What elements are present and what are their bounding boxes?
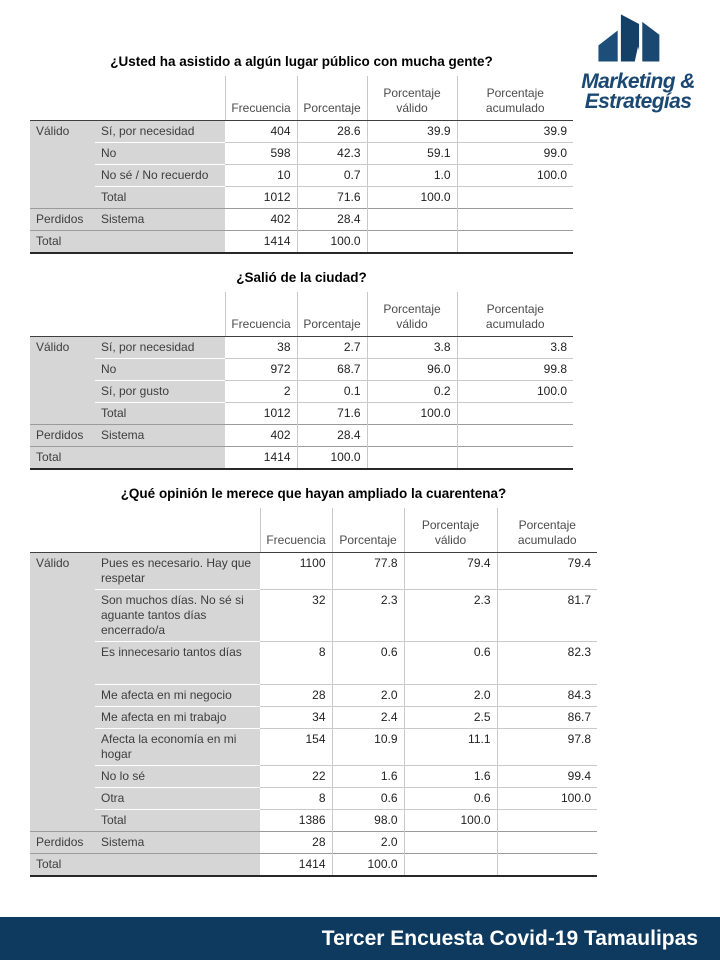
missing-row <box>30 209 573 231</box>
column-header: Porcentaje acumulado <box>457 292 573 337</box>
table-cell: 11.1 <box>404 729 497 766</box>
table-cell: 2.0 <box>332 685 404 707</box>
category-label: Sí, por gusto <box>95 381 225 403</box>
header-spacer <box>30 292 225 337</box>
grand-total-row <box>30 854 597 877</box>
table-cell: 404 <box>270 124 291 138</box>
table-cell <box>367 447 457 470</box>
table-cell: 28.6 <box>297 121 367 143</box>
table-cell: 100.0 <box>297 447 367 470</box>
column-header: Frecuencia <box>225 292 297 337</box>
logo-line-2: Estrategías <box>584 90 692 113</box>
category-label: Total <box>95 403 225 425</box>
row-group-label: Perdidos <box>30 832 95 854</box>
grand-total-row <box>30 447 573 470</box>
table-row <box>30 359 573 381</box>
table-cell: 32 <box>260 590 332 642</box>
category-label: No <box>95 359 225 381</box>
table-row <box>30 187 573 209</box>
column-header: Porcentaje <box>297 76 367 121</box>
table-cell: 22 <box>260 766 332 788</box>
category-label: Total <box>95 810 260 832</box>
table-cell: 98.0 <box>332 810 404 832</box>
table-row <box>30 766 597 788</box>
column-header: Porcentaje acumulado <box>497 508 597 553</box>
table-cell: 38 <box>277 340 291 354</box>
table-cell: 0.7 <box>297 165 367 187</box>
table-title: ¿Usted ha asistido a algún lugar público con mucha gente? <box>110 54 493 69</box>
header-row <box>30 76 573 121</box>
table-cell: 154 <box>260 729 332 766</box>
column-header: Frecuencia <box>225 76 297 121</box>
table-cell: 1100 <box>299 556 326 570</box>
grand-total-row <box>30 231 573 254</box>
table-cell <box>457 403 573 425</box>
missing-row <box>30 832 597 854</box>
table-cell: 10 <box>225 165 297 187</box>
table-cell: 402 <box>225 425 297 447</box>
table-cell <box>404 832 497 854</box>
table-cell: 71.6 <box>297 187 367 209</box>
category-label: Sí, por necesidad <box>95 337 225 359</box>
table-cell: 0.6 <box>404 642 497 685</box>
table-cell: 100.0 <box>367 187 457 209</box>
row-group-label: Total <box>30 447 225 470</box>
table-cell: 1414 <box>260 854 332 877</box>
table-cell: 972 <box>225 359 297 381</box>
table-cell: 39.9 <box>457 121 573 143</box>
table-cell: 8 <box>260 642 332 685</box>
table-row <box>30 553 597 590</box>
table-row <box>30 590 597 642</box>
table-cell: 2.3 <box>332 590 404 642</box>
category-label: Pues es necesario. Hay que respetar <box>95 553 260 590</box>
table-cell <box>457 447 573 470</box>
table-cell: 598 <box>225 143 297 165</box>
report-content <box>30 0 597 877</box>
category-label: Son muchos días. No sé si aguante tantos días encerrado/a <box>95 590 260 642</box>
table-cell: 100.0 <box>457 165 573 187</box>
category-label: Es innecesario tantos días <box>95 642 260 685</box>
table-cell: 100.0 <box>297 231 367 254</box>
table-cell: 34 <box>260 707 332 729</box>
table-row <box>30 121 573 143</box>
table-cell: 97.8 <box>497 729 597 766</box>
table-cell: 28 <box>260 685 332 707</box>
table-cell: 0.6 <box>332 642 404 685</box>
table-row <box>30 165 573 187</box>
table-cell <box>404 854 497 877</box>
table-cell: 100.0 <box>497 788 597 810</box>
footer-title: Tercer Encuesta Covid-19 Tamaulipas <box>321 926 698 950</box>
table-cell: 1414 <box>225 231 297 254</box>
column-header: Frecuencia <box>260 508 332 553</box>
skyline-icon <box>583 8 693 70</box>
table-cell: 28.4 <box>297 425 367 447</box>
table-row <box>30 642 597 685</box>
table-cell: 68.7 <box>297 359 367 381</box>
row-group-label: Válido <box>30 553 95 832</box>
table-cell: 402 <box>225 209 297 231</box>
table-row <box>30 143 573 165</box>
table-row <box>30 403 573 425</box>
category-label: Otra <box>95 788 260 810</box>
column-header: Porcentaje <box>297 292 367 337</box>
category-label: Me afecta en mi negocio <box>95 685 260 707</box>
frequency-table-cuarentena <box>30 508 597 877</box>
table-cell: 2.7 <box>297 337 367 359</box>
table-cell: 79.4 <box>404 553 497 590</box>
table-cell: 3.8 <box>457 337 573 359</box>
category-label: Me afecta en mi trabajo <box>95 707 260 729</box>
category-label: Sistema <box>95 832 260 854</box>
table-cell: 2.5 <box>404 707 497 729</box>
row-group-label: Válido <box>30 337 95 425</box>
table-cell: 10.9 <box>332 729 404 766</box>
table-cell: 71.6 <box>297 403 367 425</box>
table-cell: 82.3 <box>497 642 597 685</box>
table-cell: 3.8 <box>367 337 457 359</box>
row-group-label: Total <box>30 231 225 254</box>
table-cell: 100.0 <box>457 381 573 403</box>
table-cell: 100.0 <box>367 403 457 425</box>
header-row <box>30 292 573 337</box>
header-spacer <box>30 76 225 121</box>
table-cell <box>367 231 457 254</box>
table-title: ¿Qué opinión le merece que hayan ampliado la cuarentena? <box>120 486 507 501</box>
table-cell <box>367 209 457 231</box>
table-title: ¿Salió de la ciudad? <box>236 270 367 285</box>
table-cell: 39.9 <box>367 121 457 143</box>
header-row <box>30 508 597 553</box>
table-cell: 28.4 <box>297 209 367 231</box>
column-header: Porcentaje válido <box>367 76 457 121</box>
footer-bar <box>0 917 720 960</box>
row-group-label: Válido <box>30 121 95 209</box>
table-cell: 42.3 <box>297 143 367 165</box>
table-cell: 81.7 <box>497 590 597 642</box>
table-cell: 1414 <box>225 447 297 470</box>
category-label: Sistema <box>95 209 225 231</box>
table-cell <box>457 187 573 209</box>
table-cell: 1012 <box>225 187 297 209</box>
column-header: Porcentaje <box>332 508 404 553</box>
table-row <box>30 810 597 832</box>
table-cell: 0.6 <box>404 788 497 810</box>
table-row <box>30 381 573 403</box>
table-cell: 1.6 <box>332 766 404 788</box>
column-header: Porcentaje válido <box>367 292 457 337</box>
table-cell <box>497 854 597 877</box>
table-cell: 100.0 <box>332 854 404 877</box>
category-label: Afecta la economía en mi hogar <box>95 729 260 766</box>
table-cell: 0.6 <box>332 788 404 810</box>
table-cell <box>497 810 597 832</box>
table-cell: 0.2 <box>367 381 457 403</box>
table-row <box>30 337 573 359</box>
table-cell: 1386 <box>260 810 332 832</box>
logo-line-1: Marketing & <box>581 70 695 93</box>
table-cell: 100.0 <box>404 810 497 832</box>
category-label: No sé / No recuerdo <box>95 165 225 187</box>
category-label: Sí, por necesidad <box>95 121 225 143</box>
table-cell <box>497 832 597 854</box>
category-label: No <box>95 143 225 165</box>
table-cell: 1.0 <box>367 165 457 187</box>
table-cell <box>457 209 573 231</box>
table-cell: 96.0 <box>367 359 457 381</box>
table-cell <box>457 425 573 447</box>
table-row <box>30 685 597 707</box>
table-cell: 79.4 <box>497 553 597 590</box>
category-label: No lo sé <box>95 766 260 788</box>
frequency-table-lugar-publico <box>30 76 573 254</box>
table-cell: 28 <box>260 832 332 854</box>
table-cell <box>367 425 457 447</box>
table-cell: 2 <box>225 381 297 403</box>
table-cell: 99.4 <box>497 766 597 788</box>
header-spacer <box>30 508 260 553</box>
table-cell: 1012 <box>225 403 297 425</box>
table-row <box>30 729 597 766</box>
category-label: Total <box>95 187 225 209</box>
table-cell: 2.0 <box>332 832 404 854</box>
table-row <box>30 707 597 729</box>
table-cell: 77.8 <box>332 553 404 590</box>
row-group-label: Perdidos <box>30 425 95 447</box>
row-group-label: Total <box>30 854 260 877</box>
table-cell: 2.4 <box>332 707 404 729</box>
column-header: Porcentaje acumulado <box>457 76 573 121</box>
table-row <box>30 788 597 810</box>
table-cell: 2.3 <box>404 590 497 642</box>
table-cell: 1.6 <box>404 766 497 788</box>
table-cell: 99.8 <box>457 359 573 381</box>
table-cell: 84.3 <box>497 685 597 707</box>
table-cell: 99.0 <box>457 143 573 165</box>
table-cell <box>457 231 573 254</box>
category-label: Sistema <box>95 425 225 447</box>
row-group-label: Perdidos <box>30 209 95 231</box>
column-header: Porcentaje válido <box>404 508 497 553</box>
table-cell: 86.7 <box>497 707 597 729</box>
missing-row <box>30 425 573 447</box>
table-cell: 59.1 <box>367 143 457 165</box>
table-cell: 0.1 <box>297 381 367 403</box>
frequency-table-salio-ciudad <box>30 292 573 470</box>
table-cell: 2.0 <box>404 685 497 707</box>
table-cell: 8 <box>260 788 332 810</box>
